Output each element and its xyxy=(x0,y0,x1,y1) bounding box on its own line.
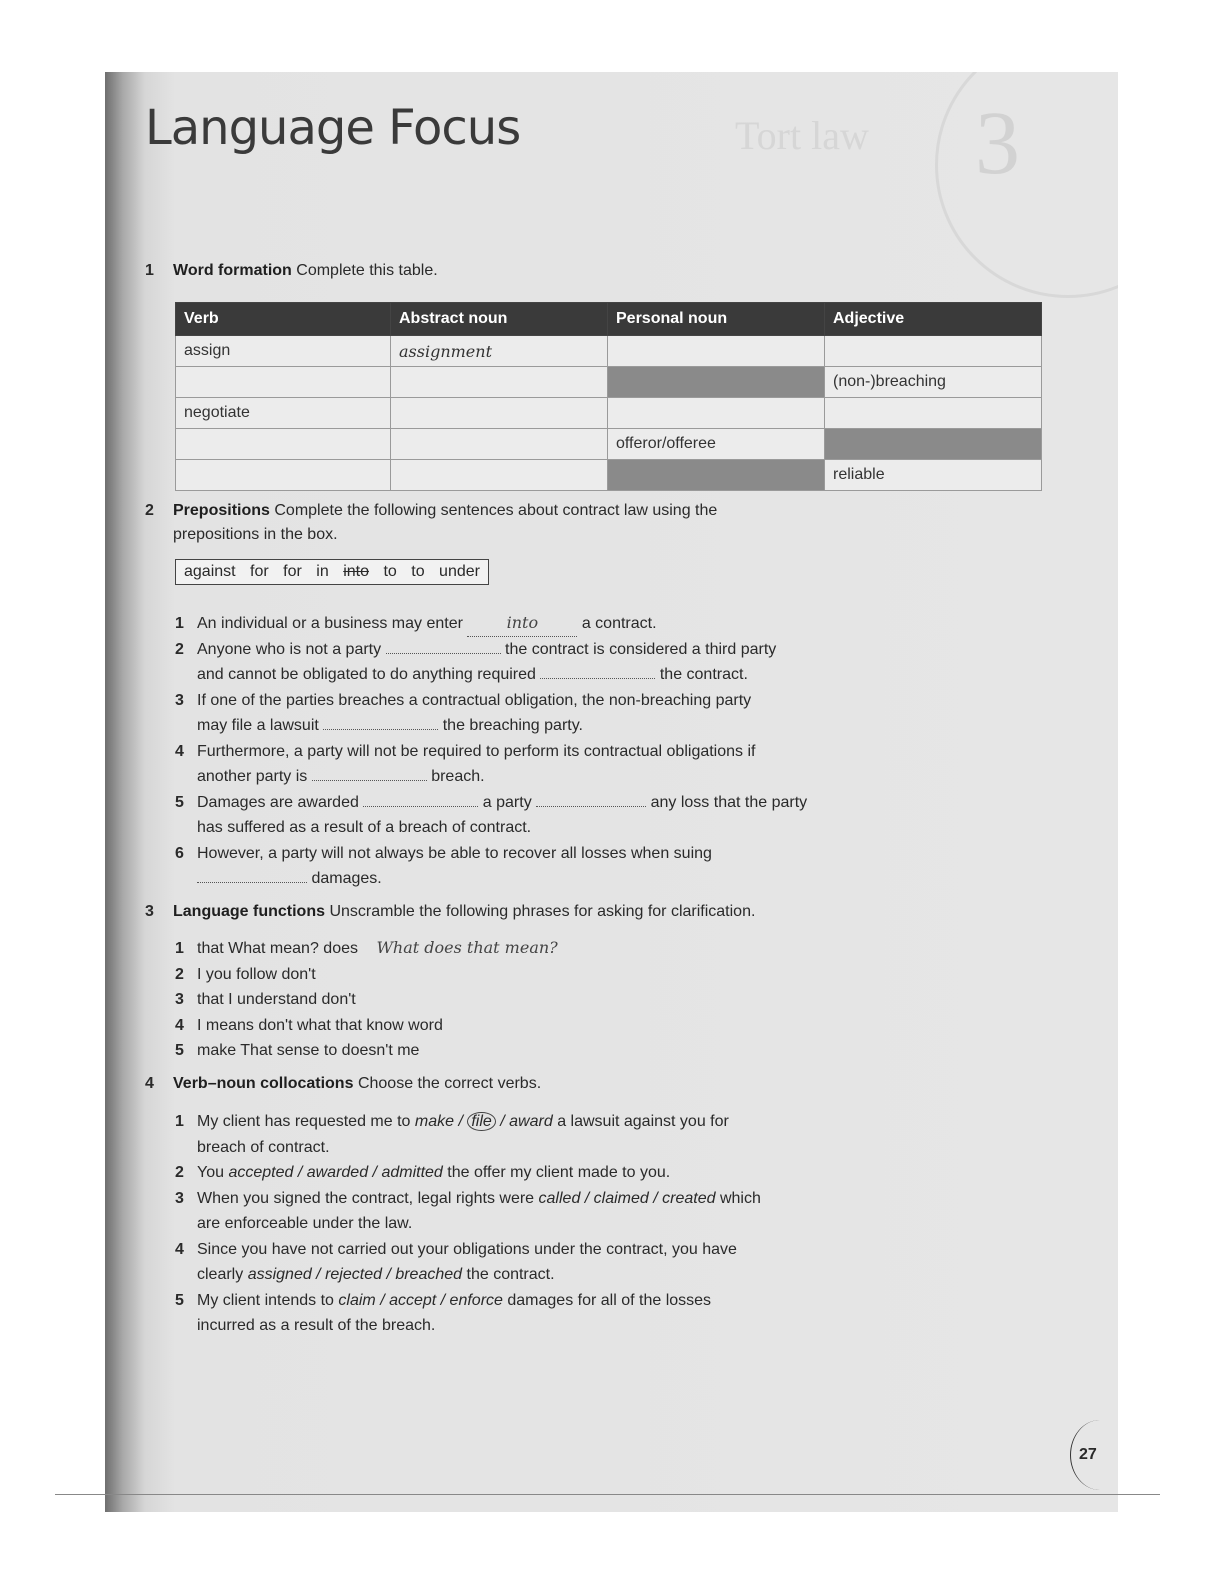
word-chip: to xyxy=(411,563,425,580)
word-chip: for xyxy=(250,563,269,580)
section-2-heading: 2 Prepositions Complete the following sentences about contract law using the prepositions in the box. xyxy=(145,502,718,543)
answer-blank[interactable] xyxy=(323,717,438,730)
list-item: 1 My client has requested me to make / file / award a lawsuit against you for breach of contract. xyxy=(175,1113,729,1156)
word-chip: in xyxy=(316,563,329,580)
answer-blank[interactable] xyxy=(312,768,427,781)
table-cell[interactable]: negotiate xyxy=(176,398,391,429)
table-row xyxy=(176,398,1042,429)
word-chip-used: into xyxy=(343,563,369,580)
bleed-through-circle xyxy=(935,72,1118,298)
table-cell[interactable]: reliable xyxy=(825,460,1042,491)
section-3-heading: 3 Language functions Unscramble the following phrases for asking for clarification. xyxy=(145,903,756,920)
list-item: 1 An individual or a business may enter into a contract. xyxy=(175,610,975,637)
handwritten-answer[interactable]: What does that mean? xyxy=(376,938,558,957)
collocations-list xyxy=(175,1109,995,1339)
table-cell[interactable] xyxy=(176,429,391,460)
bleed-through-number: 3 xyxy=(975,94,1020,193)
list-item: 4 I means don't what that know word xyxy=(175,1016,443,1034)
table-cell-shaded xyxy=(825,429,1042,460)
table-cell[interactable] xyxy=(608,398,825,429)
answer-blank[interactable] xyxy=(540,666,655,679)
list-item: 2 I you follow don't xyxy=(175,965,316,983)
table-header: Verb xyxy=(176,303,391,336)
table-header-row xyxy=(176,303,1042,336)
list-item: 3 that I understand don't xyxy=(175,991,356,1008)
table-cell-handwritten[interactable]: assignment xyxy=(391,336,608,367)
list-item: 5 make That sense to doesn't me xyxy=(175,1042,420,1059)
page-number: 27 xyxy=(1070,1420,1130,1490)
word-chip: for xyxy=(283,563,302,580)
section-1-heading: 1 Word formation Complete this table. xyxy=(145,262,438,279)
clarification-list xyxy=(175,935,975,1064)
answer-blank[interactable] xyxy=(386,641,501,654)
table-cell[interactable]: offeror/offeree xyxy=(608,429,825,460)
verb-options[interactable]: called / claimed / created xyxy=(538,1189,716,1207)
table-cell[interactable] xyxy=(391,367,608,398)
list-item: 4 Furthermore, a party will not be required to perform its contractual obligations if another party is breach. xyxy=(175,742,756,785)
table-row xyxy=(176,367,1042,398)
list-item: 2 Anyone who is not a party the contract is considered a third party and cannot be obligated to do anything required the contract. xyxy=(175,640,777,683)
footer-divider xyxy=(55,1494,1160,1495)
table-row xyxy=(176,429,1042,460)
word-chip: against xyxy=(184,563,236,580)
section-4-heading: 4 Verb–noun collocations Choose the correct verbs. xyxy=(145,1075,542,1092)
table-cell[interactable] xyxy=(391,429,608,460)
circled-choice[interactable]: file xyxy=(467,1112,495,1131)
table-cell[interactable] xyxy=(391,398,608,429)
table-cell[interactable] xyxy=(825,336,1042,367)
table-cell[interactable] xyxy=(608,336,825,367)
table-cell-shaded xyxy=(608,460,825,491)
answer-blank[interactable] xyxy=(536,794,646,807)
bleed-through-text: Tort law xyxy=(735,113,869,158)
list-item: 5 Damages are awarded a party any loss that the party has suffered as a result of a breach of contract. xyxy=(175,793,808,836)
verb-options[interactable]: assigned / rejected / breached xyxy=(247,1266,463,1283)
table-row xyxy=(176,460,1042,491)
prepositions-box xyxy=(175,559,489,585)
table-cell[interactable] xyxy=(825,398,1042,429)
list-item: 6 However, a party will not always be able to recover all losses when suing damages. xyxy=(175,844,712,887)
table-cell[interactable]: assign xyxy=(176,336,391,367)
word-chip: to xyxy=(383,563,397,580)
list-item: 4 Since you have not carried out your obligations under the contract, you have clearly assigned / rejected / breached the contract. xyxy=(175,1240,737,1283)
list-item: 3 When you signed the contract, legal rights were called / claimed / created which are enforceable under the law. xyxy=(175,1189,761,1232)
list-item: 3 If one of the parties breaches a contractual obligation, the non-breaching party may file a lawsuit the breaching party. xyxy=(175,691,752,734)
verb-options[interactable]: accepted / awarded / admitted xyxy=(228,1164,443,1181)
table-row xyxy=(176,336,1042,367)
list-item: 2 You accepted / awarded / admitted the offer my client made to you. xyxy=(175,1164,671,1181)
table-cell[interactable] xyxy=(176,460,391,491)
word-formation-table xyxy=(175,302,1042,491)
table-header: Adjective xyxy=(825,303,1042,336)
list-item: 5 My client intends to claim / accept / enforce damages for all of the losses incurred as a result of the breach. xyxy=(175,1291,712,1334)
scanned-page xyxy=(105,72,1118,1512)
table-cell[interactable] xyxy=(176,367,391,398)
page-title: Language Focus xyxy=(145,100,521,156)
table-header: Abstract noun xyxy=(391,303,608,336)
table-cell-shaded xyxy=(608,367,825,398)
table-header: Personal noun xyxy=(608,303,825,336)
answer-blank[interactable]: into xyxy=(467,610,577,637)
word-chip: under xyxy=(439,563,480,580)
prepositions-list xyxy=(175,610,975,892)
table-cell[interactable] xyxy=(391,460,608,491)
answer-blank[interactable] xyxy=(197,870,307,883)
verb-options[interactable]: claim / accept / enforce xyxy=(338,1291,503,1309)
table-cell[interactable]: (non-)breaching xyxy=(825,367,1042,398)
answer-blank[interactable] xyxy=(363,794,478,807)
list-item: 1 that What mean? does What does that mean? xyxy=(175,938,558,957)
